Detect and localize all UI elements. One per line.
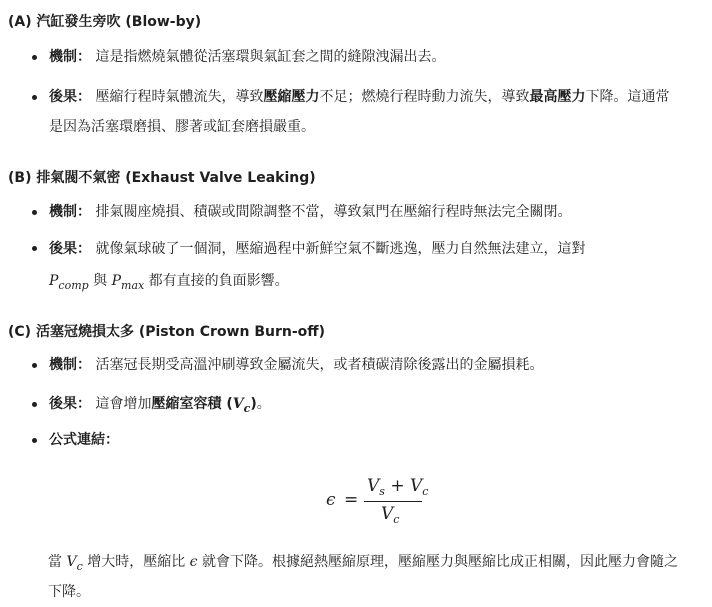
result-text: 不足；燃燒行程時動力流失，導致: [319, 89, 530, 105]
result-text: 這會增加: [91, 396, 152, 412]
bullet: [32, 246, 37, 251]
mechanism-label: 機制：: [49, 204, 91, 220]
result-bold-close: ): [250, 396, 257, 412]
result-label: 後果：: [49, 396, 91, 412]
bullet: [32, 95, 37, 100]
epsilon-symbol: ϵ: [326, 490, 336, 510]
section-b-title: (B) 排氣閥不氣密 (Exhaust Valve Leaking): [8, 170, 316, 186]
epsilon-symbol: ϵ: [189, 554, 198, 570]
vc-symbol: $V_c$: [232, 396, 251, 415]
explanation-paragraph: 當 $V_c$ 增大時，壓縮比 ϵ 就會下降。根據絕熱壓縮原理，壓縮壓力與壓縮比成正相關，因此壓力會隨之下降。: [48, 554, 678, 600]
mechanism-label: 機制：: [49, 49, 91, 65]
section-a-title: (A) 汽缸發生旁吹 (Blow-by): [8, 14, 202, 30]
compression-ratio-formula: [322, 472, 442, 532]
bullet: [32, 363, 37, 368]
result-bold: 壓縮壓力: [263, 89, 320, 105]
p-comp-symbol: $P_{comp}$: [49, 273, 89, 292]
result-bold: 最高壓力: [529, 89, 586, 105]
bullet: [32, 402, 37, 407]
equals-sign: =: [344, 490, 359, 510]
formula-numerator: $V_s + V_c$: [367, 476, 429, 498]
result-label: 後果：: [49, 241, 91, 257]
result-text: 都有直接的負面影響。: [144, 273, 289, 289]
and-text: 與: [88, 273, 112, 289]
formula-denominator: $V_c$: [381, 504, 400, 526]
mechanism-text: 這是指燃燒氣體從活塞環與氣缸套之間的縫隙洩漏出去。: [91, 49, 446, 65]
result-label: 後果：: [49, 89, 91, 105]
bullet: [32, 438, 37, 443]
result-text: 。: [256, 396, 271, 412]
result-bold: 壓縮室容積 (: [151, 396, 233, 412]
result-text: 下降。這通常是因為活塞環磨損、膠著或缸套磨損嚴重。: [49, 89, 670, 135]
formula-label: 公式連結：: [49, 432, 119, 448]
bullet: [32, 210, 37, 215]
vc-symbol: $V_c$: [66, 554, 83, 573]
result-text: 就像氣球破了一個洞，壓縮過程中新鮮空氣不斷逃逸，壓力自然無法建立，這對: [91, 241, 586, 257]
mechanism-text: 活塞冠長期受高溫沖刷導致金屬流失，或者積碳清除後露出的金屬損耗。: [91, 357, 544, 373]
mechanism-label: 機制：: [49, 357, 91, 373]
result-text: 壓縮行程時氣體流失，導致: [91, 89, 264, 105]
mechanism-text: 排氣閥座燒損、積碳或間隙調整不當，導致氣門在壓縮行程時無法完全關閉。: [91, 204, 572, 220]
fraction-bar: [364, 501, 422, 502]
p-max-symbol: $P_{max}$: [111, 273, 145, 292]
section-c-title: (C) 活塞冠燒損太多 (Piston Crown Burn-off): [8, 324, 326, 340]
bullet: [32, 55, 37, 60]
